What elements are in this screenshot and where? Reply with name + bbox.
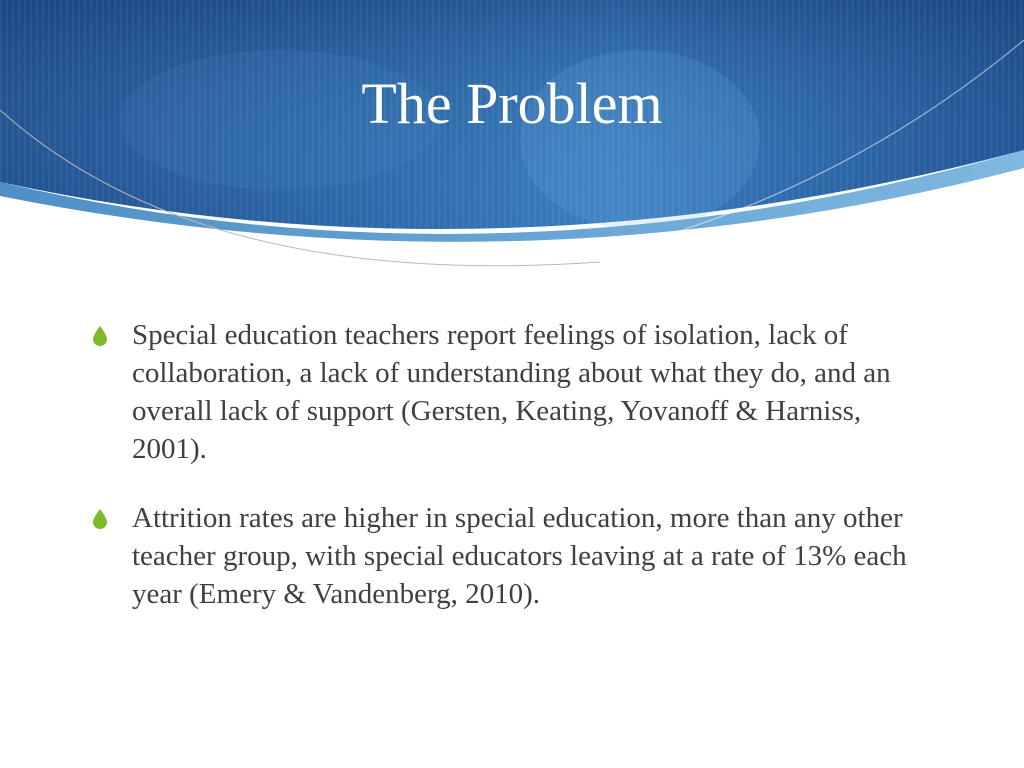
bullet-item: [92, 499, 932, 613]
bullet-text: Attrition rates are higher in special education, more than any other teacher group, with special educators leaving at a rate of 13% each year (Emery & Vandenberg, 2010).: [132, 502, 907, 610]
droplet-icon: [92, 326, 108, 346]
header-banner: [0, 0, 1024, 300]
slide-title: The Problem: [361, 71, 663, 136]
bullet-text: Special education teachers report feelings of isolation, lack of collaboration, a lack of understanding about what they do, and an overall lack of support (Gersten, Keating, Yovanoff & Harniss, 2001).: [132, 319, 891, 465]
bullet-list: [92, 316, 932, 644]
droplet-icon: [92, 509, 108, 529]
bullet-item: [92, 316, 932, 468]
